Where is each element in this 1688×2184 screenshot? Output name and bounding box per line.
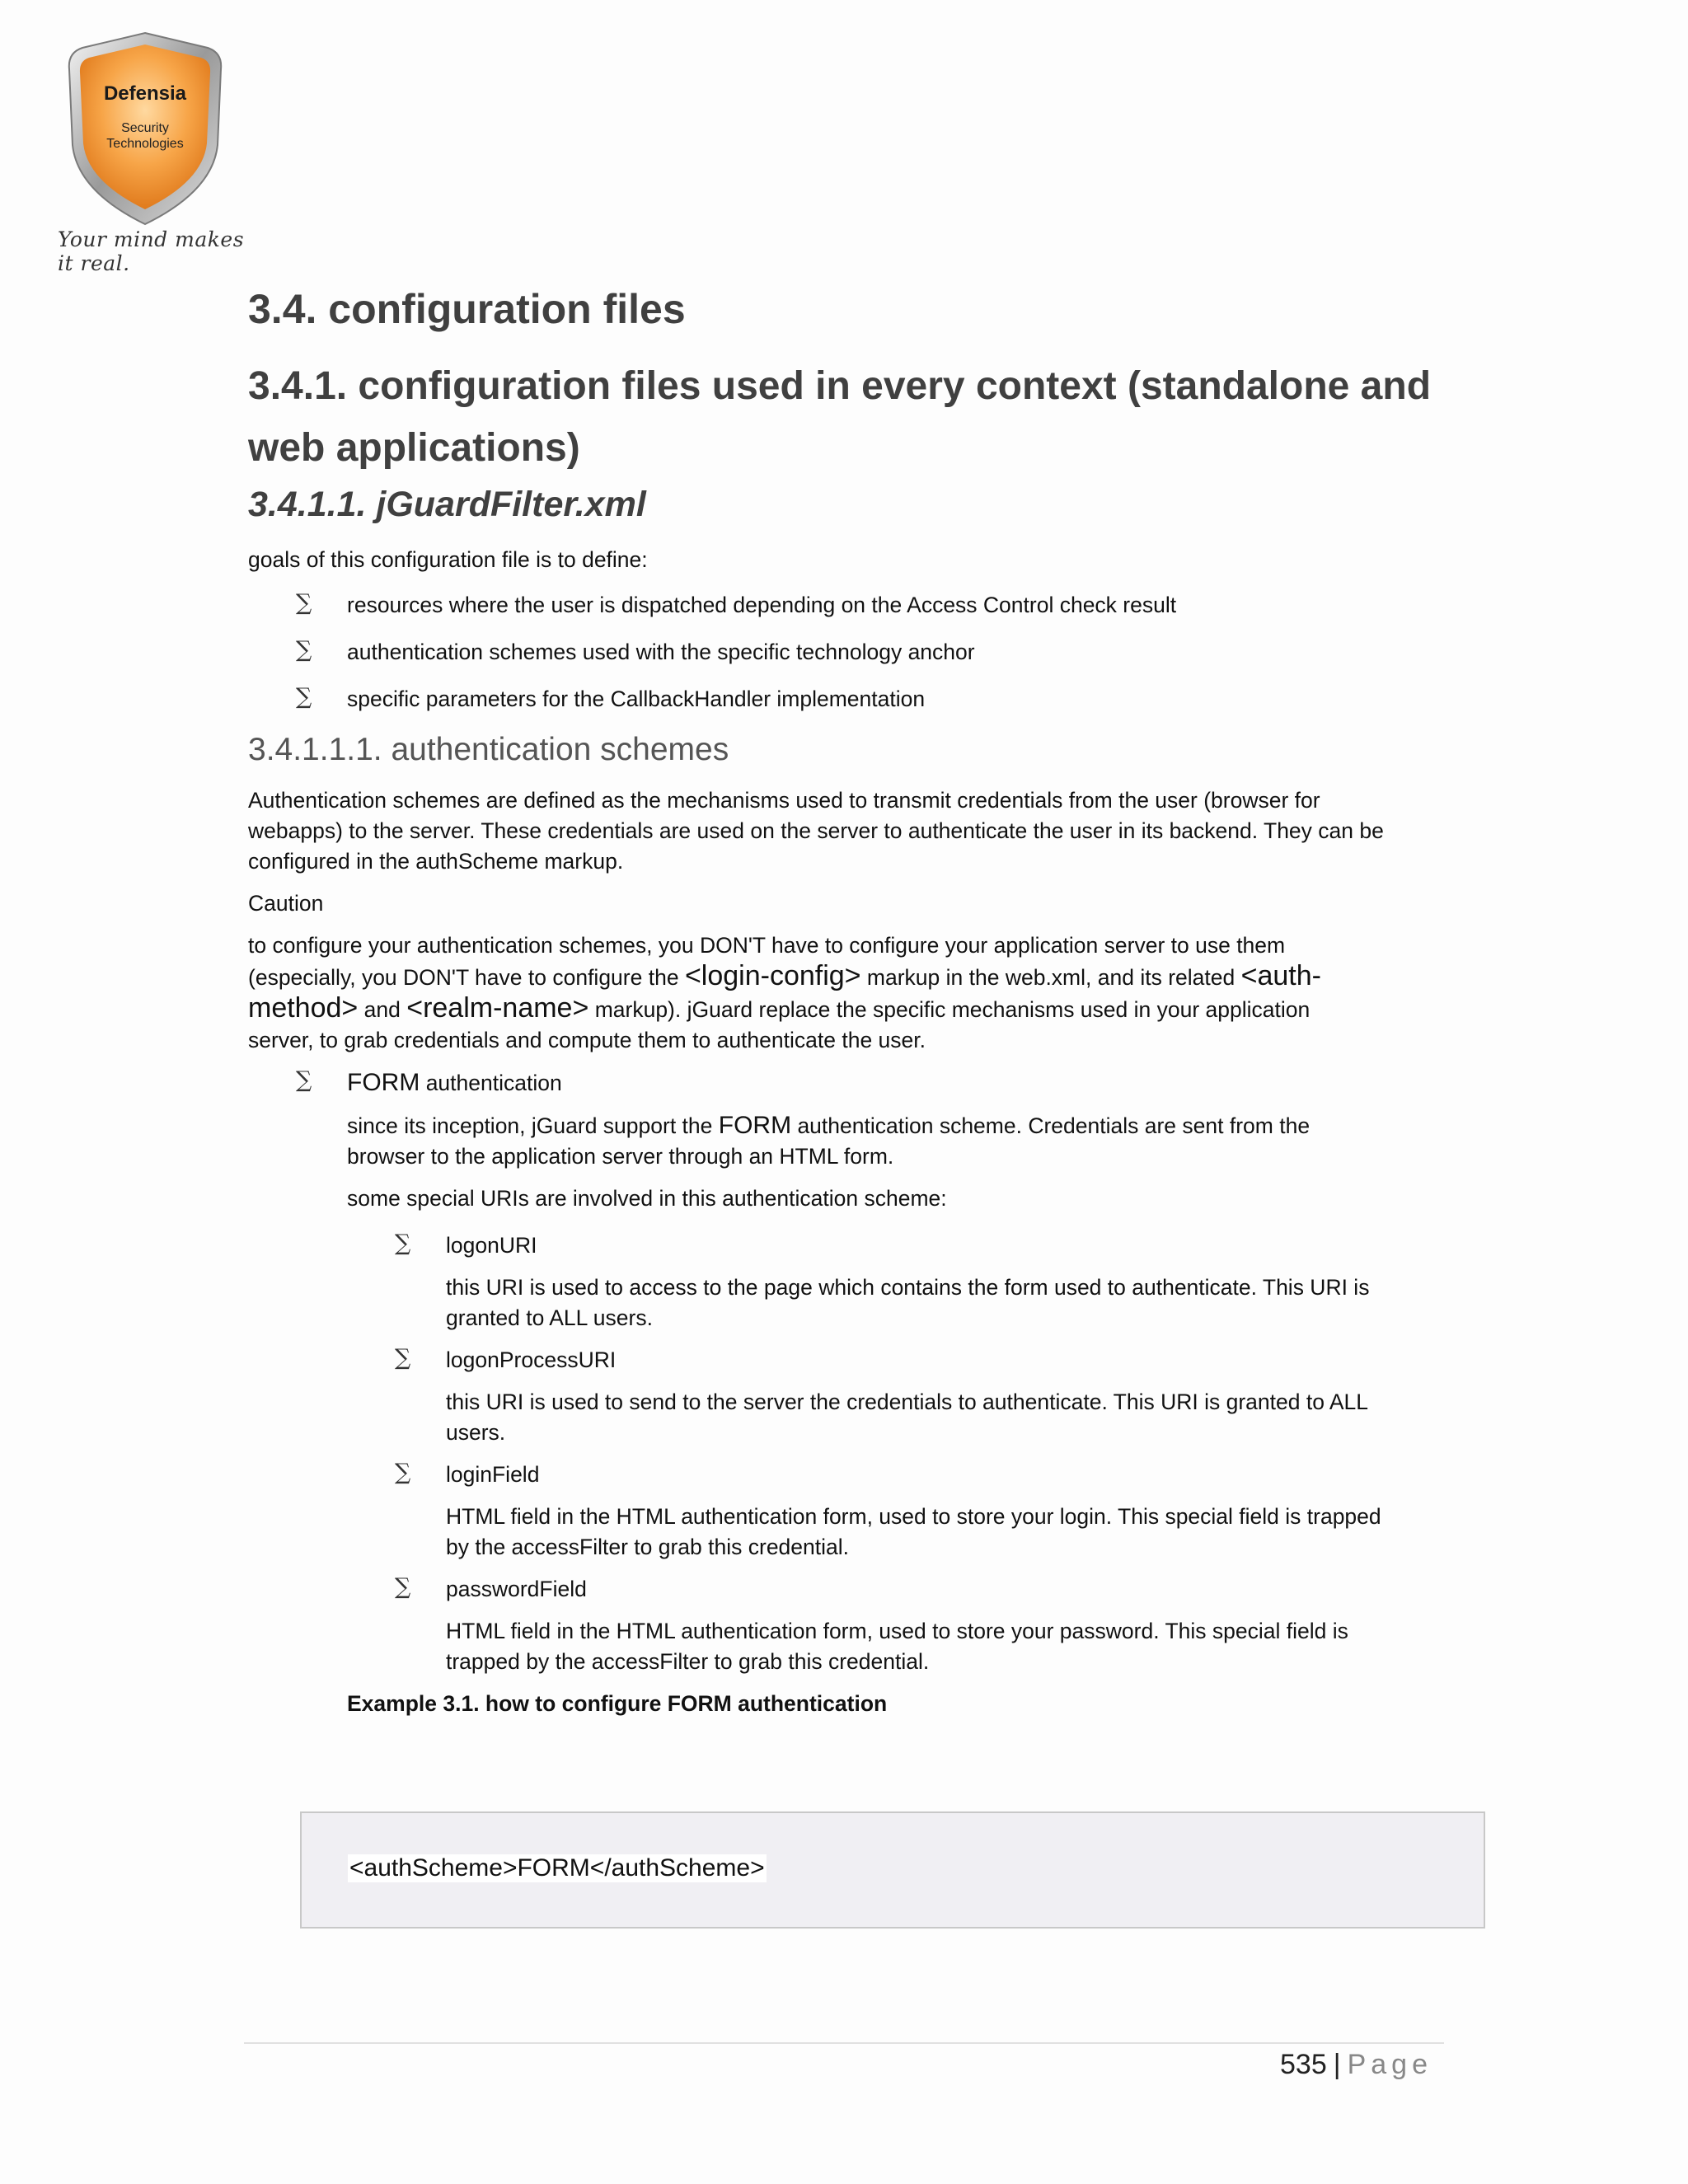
code-realm-name: <realm-name> [406,992,589,1024]
uri-desc-line1: this URI is used to access to the page which contains the form used to authenticate. This URI is [446,1275,1370,1301]
bullet-icon: ∑ [296,1067,312,1094]
bullet-icon: ∑ [395,1345,411,1371]
uri-desc-line2: granted to ALL users. [446,1305,653,1331]
form-auth-desc-line2: browser to the application server through an HTML form. [347,1144,894,1169]
code-snippet: <authScheme>FORM</authScheme> [349,1854,765,1882]
caution-text: markup in the [860,965,1006,991]
logo-subtitle-line2: Technologies [106,137,184,151]
bullet-icon: ∑ [395,1230,411,1257]
list-item [347,1460,1443,1563]
page-content [248,280,1443,1719]
logo-brand: Defensia [103,82,187,105]
caution-text: markup). jGuard replace the specific mechanisms used in your application [588,997,1311,1023]
uri-desc-line1: HTML field in the HTML authentication form, used to store your login. This special field is trapped [446,1504,1381,1530]
subsection-heading-line2: web applications) [248,426,580,470]
page-label: Page [1347,2049,1432,2080]
caution-text: and [358,997,407,1023]
footer-divider [244,2042,1444,2044]
form-auth-title-text: authentication [420,1071,562,1096]
uri-desc-line2: by the accessFilter to grab this credential. [446,1535,850,1560]
auth-para-line2: webapps) to the server. These credentials are used on the server to authenticate the user in its backend. They can be [248,818,1384,844]
caution-label: Caution [248,891,324,916]
example-title: Example 3.1. how to configure FORM authentication [347,1691,888,1717]
goals-list [248,590,1443,715]
list-item-text: specific parameters for the CallbackHandler implementation [347,686,926,711]
code-auth-method: <auth- [1240,960,1321,992]
intro-text: goals of this configuration file is to define: [248,546,648,572]
auth-types-list [248,1067,1443,1214]
logo-subtitle-line1: Security [121,121,169,135]
caution-line2 [248,961,1443,993]
bullet-icon: ∑ [296,683,312,710]
code-example-box [300,1811,1485,1929]
code-login-config: <login-config> [684,960,861,992]
uri-desc-line2: trapped by the accessFilter to grab this credential. [446,1649,930,1675]
uri-name: loginField [446,1462,540,1488]
caution-line1: to configure your authentication schemes, you DON'T have to configure your application server to use them [248,933,1286,958]
logo-tagline: Your mind makes it real. [58,227,245,275]
uri-desc-line2: users. [446,1420,506,1446]
page-number: 535 [1280,2049,1327,2080]
uri-desc-line1: HTML field in the HTML authentication form, used to store your password. This special field is [446,1619,1348,1644]
caution-text: , and its related [1085,965,1241,991]
uri-name: logonProcessURI [446,1347,617,1373]
uri-desc-line1: this URI is used to send to the server the credentials to authenticate. This URI is granted to ALL [446,1390,1369,1415]
list-item [347,1230,1443,1333]
caution-line4: server, to grab credentials and compute them to authenticate the user. [248,1028,926,1053]
bullet-icon: ∑ [395,1574,411,1601]
list-item [248,590,1443,621]
bullet-icon: ∑ [395,1460,411,1486]
subsection-heading-line1: 3.4.1. configuration files used in every context (standalone and [248,364,1432,408]
bullet-icon: ∑ [296,636,312,663]
form-auth-title [347,1067,1443,1099]
logo-subtitle [63,120,227,152]
list-item [347,1345,1443,1448]
list-item-form-auth [248,1067,1443,1214]
footer-separator: | [1333,2049,1341,2080]
list-item-text: resources where the user is dispatched depending on the Access Control check result [347,592,1177,617]
list-item-text: authentication schemes used with the specific technology anchor [347,639,975,664]
section-heading: 3.4. configuration files [248,286,686,332]
caution-line3 [248,993,1443,1025]
auth-para-line3: configured in the authScheme markup. [248,849,624,874]
auth-para-line1: Authentication schemes are defined as the mechanisms used to transmit credentials from the user (browser for [248,788,1320,813]
list-item [347,1574,1443,1677]
code-web-xml: web.xml [1005,965,1086,991]
form-auth-text: since its inception, jGuard support the [347,1113,719,1139]
code-auth-method-end: method> [248,992,359,1024]
subsubsection-heading: 3.4.1.1. jGuardFilter.xml [248,485,646,524]
code-form: FORM [347,1069,420,1097]
form-auth-desc-line1 [347,1110,1443,1141]
bullet-icon: ∑ [296,589,312,616]
page-footer [1280,2049,1432,2081]
caution-text: (especially, you DON'T have to configure the [248,965,685,991]
form-auth-desc2: some special URIs are involved in this authentication scheme: [347,1186,947,1212]
uri-name: passwordField [446,1577,587,1602]
list-item [248,684,1443,715]
code-form: FORM [718,1112,792,1140]
form-auth-text: authentication scheme. Credentials are sent from the [791,1113,1311,1139]
special-uris-list [347,1230,1443,1677]
list-item [248,637,1443,668]
uri-name: logonURI [446,1233,537,1258]
company-logo [49,30,247,275]
auth-schemes-heading: 3.4.1.1.1. authentication schemes [248,731,729,767]
